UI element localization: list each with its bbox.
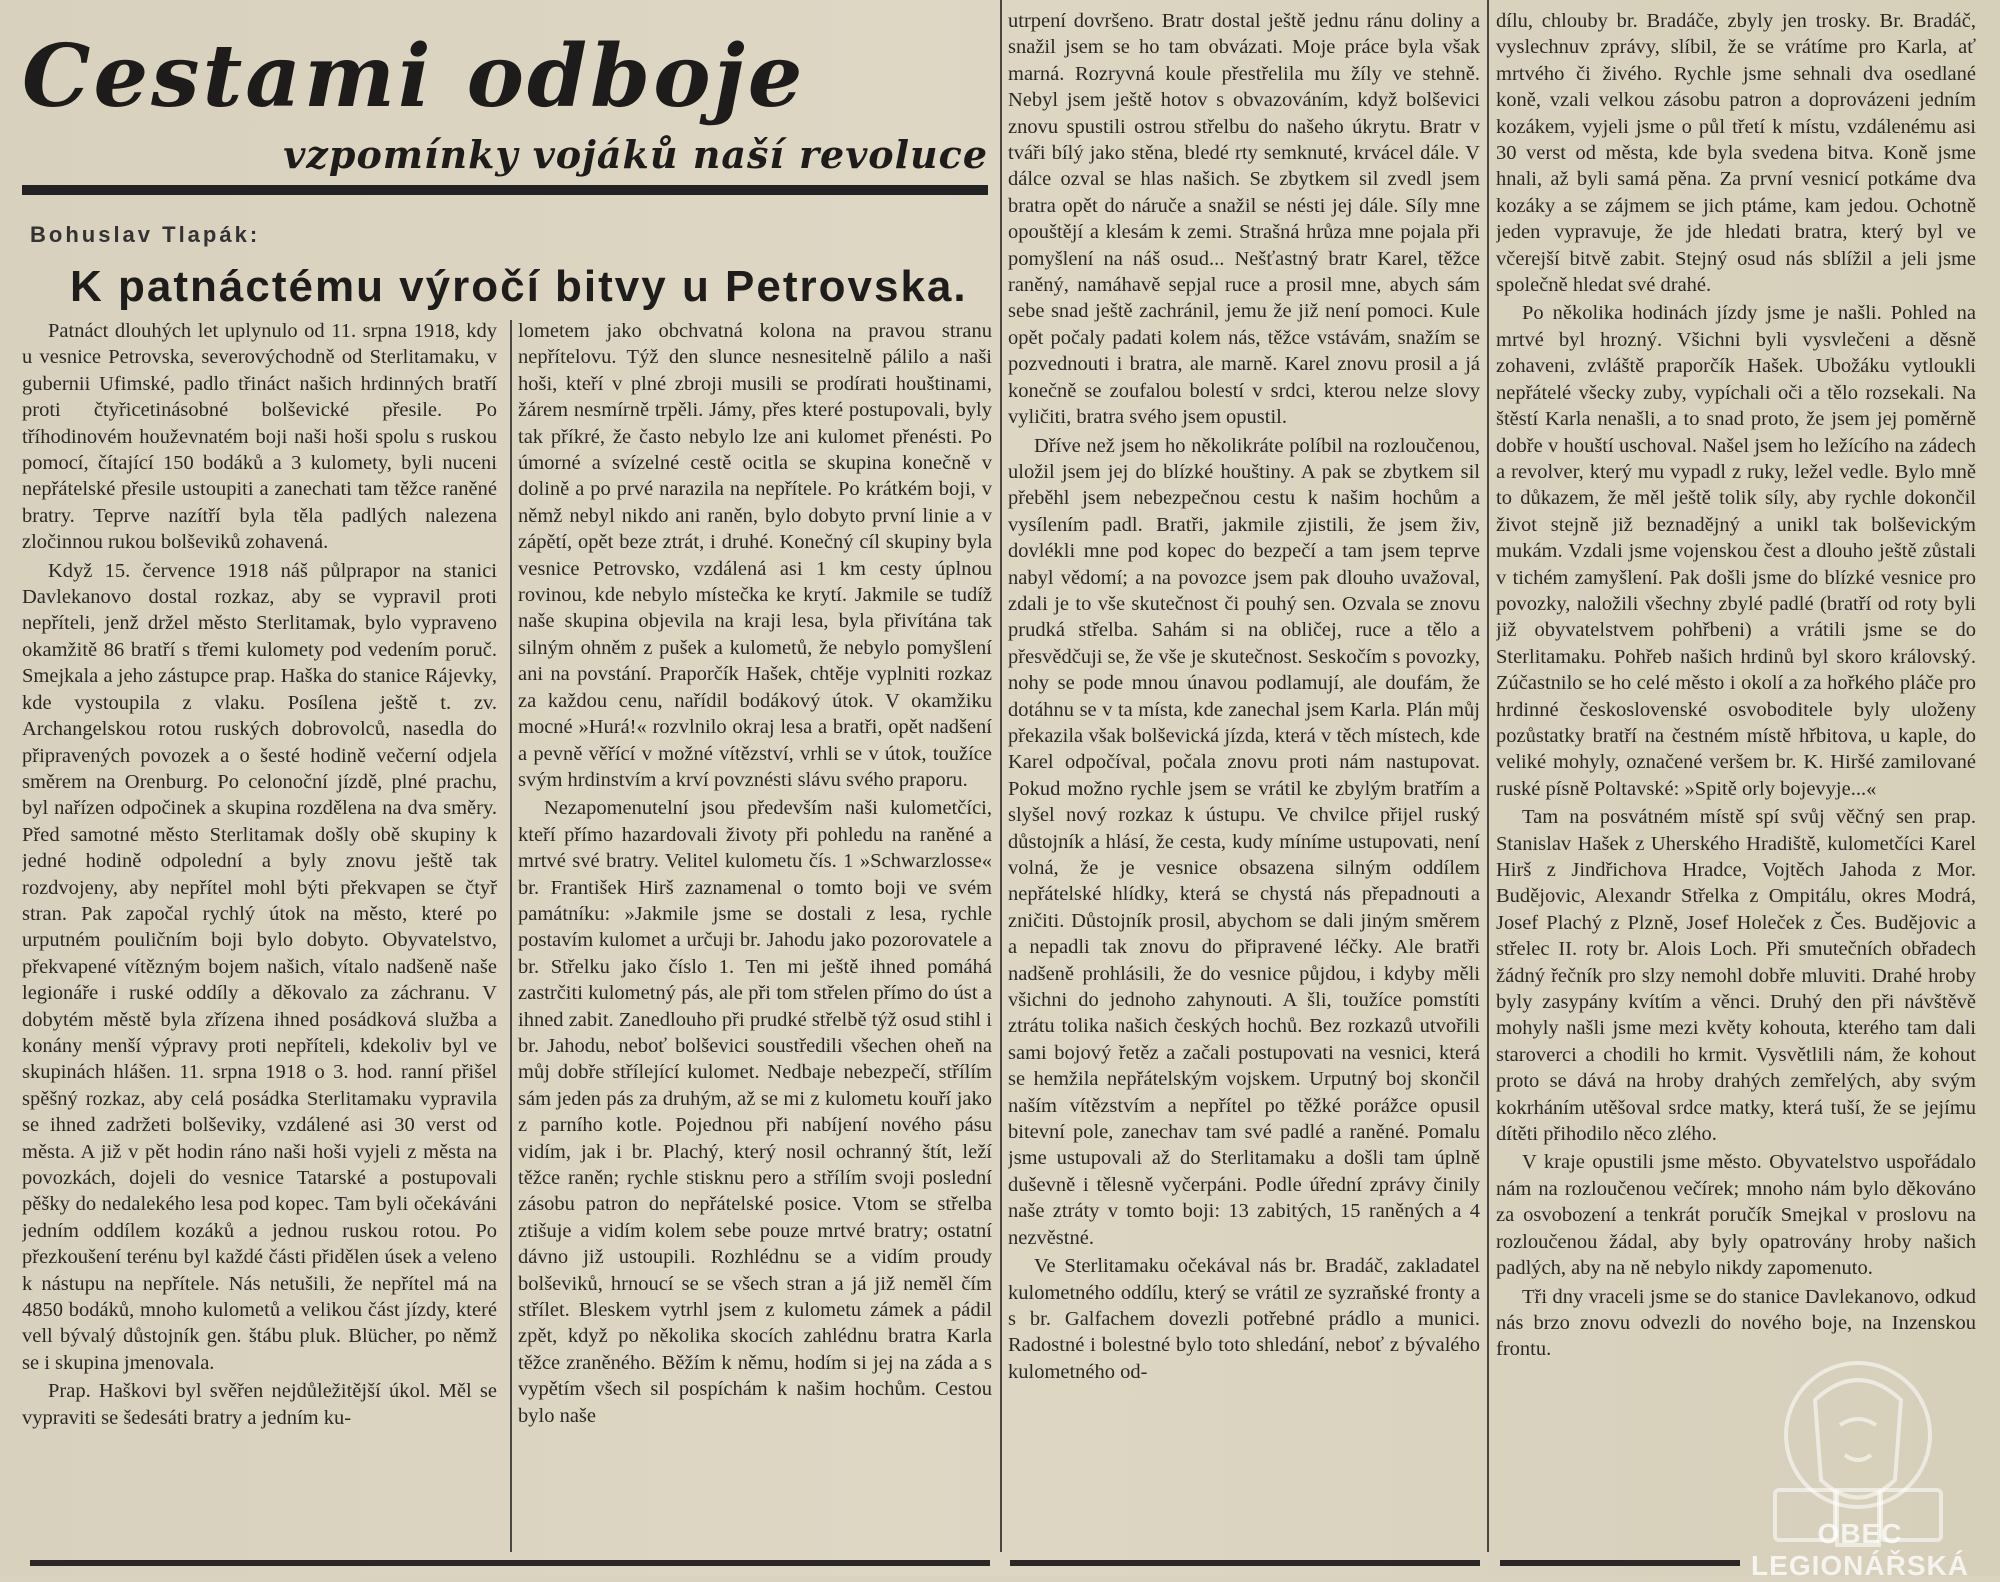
series-subtitle: vzpomínky vojáků naší revoluce <box>283 132 988 177</box>
article-headline: K patnáctému výročí bitvy u Petrovska. <box>70 262 968 311</box>
author-byline: Bohuslav Tlapák: <box>30 222 261 247</box>
article-paragraph: Patnáct dlouhých let uplynulo od 11. srpna 1918, kdy u vesnice Petrovska, severovýchodně od Sterlitamaku, v gubernii Ufimské, padlo třináct našich hrdinných bratří proti čtyřicetinásobné bolševické přesile. Po tříhodinovém houževnatém boji naši hoši spolu s ruskou pomocí, čítající 150 bodáků a 3 kulomety, byli nuceni nepřátelské přesile ustoupiti a zanechati tam těžce raněné bratry. Teprve nazítří byla těla padlých nalezena zločinnou rukou bolševiků zohavená. <box>22 320 497 554</box>
article-paragraph: Dříve než jsem ho několikráte políbil na rozloučenou, uložil jsem jej do blízké houštiny. A pak se zbytkem sil přeběhl jsem nebezpečnou cestu k našim hochům a vysílením padl. Bratři, jakmile zjistili, že jsem živ, dovlékli mne pod kopec do bezpečí a tam jsem teprve nabyl vědomí; a na povozce jsem pak dlouho uvažoval, zdali je to vše skutečnost či pouhý sen. Ozvala se znovu prudká střelba. Sahám si na obličej, ruce a tělo a přesvědčuji se, že vše je skutečnost. Seskočím s povozky, nohy se pode mnou únavou podlamují, ale doufám, že dotáhnu se v ta místa, kde zanechal jsem Karla. Plán můj překazila však bolševická jízda, která v těch místech, kde Karel odpočíval, počala znovu proti nám nastupovat. Pokud možno rychle jsem se vrátil ke zbylým bratřím a slyšel nový rozkaz k ústupu. Ve chvilce přijel ruský důstojník a hlásí, že cesta, kudy míníme ustupovati, není volná, že je vesnice obsazena silným oddílem nepřátelské hlídky, která se chystá nás přepadnouti a zničiti. Důstojník prosil, abychom se dali jiným směrem a nepadli tak znovu do připravené léčky. Ale bratři nadšeně prohlásili, že do vesnice půjdou, i kdyby měli všichni do jednoho zahynouti. A šli, toužíce pomstíti ztrátu tolika našich českých hochů. Bez rozkazů utvořili sami bojový řetěz a začali postupovati na vesnici, která se hemžila nepřátelským vojskem. Urputný boj skončil naším vítězstvím a nepřítel po těžké porážce opusil bitevní pole, zanechav tam své padlé a raněné. Pomalu jsme ustupovali až do Sterlitamaku a došli tam úplně duševně i tělesně vyčerpáni. Podle úřední zprávy činily naše ztráty v tomto boji: 13 zabitých, 15 raněných a 4 nezvěstné. <box>1008 434 1480 1249</box>
article-paragraph: Tam na posvátném místě spí svůj věčný sen prap. Stanislav Hašek z Uherského Hradiště, kulometčíci Karel Hirš z Jindřichova Hradce, Vojtěch Jahoda z Mor. Budějovic, Alexandr Střelka z Ompitálu, okres Modrá, Josef Plachý z Plzně, Josef Holeček z Čes. Budějovic a střelec II. roty br. Alois Loch. Při smutečních obřadech žádný řečník pro slzy nemohl dobře mluviti. Drahé hroby byly zasypány kvítím a věnci. Druhý den při návštěvě mohyly našli jsme mezi květy kohouta, kterého tam dali staroverci a chodili ho krmit. Vysvětlili nám, že kohout proto se dává na hroby drahých zemřelých, aby svým kokrháním utěšoval srdce matky, která tuší, že se jejímu dítěti přihodilo něco zlého. <box>1496 806 1976 1146</box>
article-column-3 <box>1008 8 1480 1550</box>
article-paragraph: Tři dny vraceli jsme se do stanice Davlekanovo, odkud nás brzo znovu odvezli do nového boje, na Inzenskou frontu. <box>1496 1285 1976 1361</box>
article-paragraph: Když 15. července 1918 náš půlprapor na stanici Davlekanovo dostal rozkaz, aby se vypravil proti nepříteli, jenž držel město Sterlitamak, bylo vypraveno okamžitě 86 bratří s třemi kulomety pod vedením poruč. Smejkala a jeho zástupce prap. Haška do stanice Rájevky, kde vystoupila z vlaku. Posílena ještě t. zv. Archangelskou rotou ruských dobrovolců, nasedla do připravených povozek a o šesté hodině večerní odjela směrem na Orenburg. Po celonoční jízdě, plné prachu, byl nařízen odpočinek a skupina rozdělena na dva směry. Před samotné město Sterlitamak došly obě skupiny k jedné hodině odpolední a byly znovu ještě tak rozdvojeny, aby nepřítel mohl býti překvapen se čtyř stran. Pak započal rychlý útok na město, které po urputném pouličním boji bylo dobyto. Obyvatelstvo, překvapené vítězným bojem našich, vítalo nadšeně naše legionáře i ruské oddíly a děkovalo za záchranu. V dobytém městě byla zřízena ihned posádková služba a konány menší výpravy proti nepříteli, kdekoliv byl ve skupinách hlášen. 11. srpna 1918 o 3. hod. ranní přišel spěšný rozkaz, aby celá posádka Sterlitamaku vypravila se ihned zadržeti bolševiky, vzdálené asi 30 verst od města. A již v pět hodin ráno naši hoši vyjeli z města na povozkách, dojeli do vesnice Tatarské a postupovali pěšky do nedalekého lesa pod kopec. Tam byli očekáváni jedním oddílem kozáků a jednou ruskou rotou. Po přezkoušení terénu byl každé části přidělen úsek a veleno k nástupu na nepřítele. Nás netušili, že nepřítel má na 4850 bodáků, mnoho kulometů a velikou část jízdy, které vell bývalý důstojník gen. štábu pluk. Blücher, po němž se i skupina jmenovala. <box>22 559 497 1374</box>
column-divider-3 <box>1487 0 1489 1552</box>
series-title: Cestami odboje <box>22 26 806 127</box>
article-paragraph: utrpení dovršeno. Bratr dostal ještě jednu ránu doliny a snažil jsem se ho tam obvázati. Moje práce byla však marná. Rozryvná koule přestřelila mu žíly ve stehně. Nebyl jsem ještě hotov s obvazováním, když bolševici znovu spustili ostrou střelbu do našeho úkrytu. Bratr v tváři bílý jako stěna, bledé rty semknuté, krvácel dále. V dálce ozval se hlas našich. Se zbytkem sil zvedl jsem bratra opět do náruče a snažil se nésti jej dále. Síly mne opouštějí a klesám k zemi. Strašná hrůza mne pojala při pomyšlení na náš osud... Nešťastný bratr Karel, těžce raněný, namáhavě sepjal ruce a prosil mne, abych sám sebe snad ještě zachránil, jemu že již není pomoci. Kule opět počaly padati kolem nás, těžce vstávám, snažím se pozvednouti i bratra, ale marně. Karel znovu prosil a já konečně se zoufalou bolestí v srdci, kterou nelze slovy vyličiti, bratra svého jsem opustil. <box>1008 10 1480 429</box>
masthead <box>22 20 988 195</box>
article-column-4 <box>1496 8 1976 1550</box>
article-column-1 <box>22 318 497 1548</box>
article-paragraph: V kraje opustili jsme město. Obyvatelstvo uspořádalo nám na rozloučenou večírek; mnoho nám bylo děkováno za osvobození a tenkrát poručík Smejkal v proslovu na rozloučenou žádal, aby byly opatrovány hroby našich padlých, aby na ně nebylo nikdy zapomenuto. <box>1496 1151 1976 1280</box>
article-paragraph: Prap. Haškovi byl svěřen nejdůležitější úkol. Měl se vypraviti se šedesáti bratry a jedním ku- <box>22 1380 497 1429</box>
article-paragraph: Po několika hodinách jízdy jsme je našli. Pohled na mrtvé byl hrozný. Všichni byli vysvlečeni a děsně zohaveni, zvláště praporčík Hašek. Ubožáku vytloukli nepřátelé všecky zuby, vypíchali oči a tělo rozsekali. Na štěstí Karla nenašli, a to snad proto, že jsem jej poměrně dobře v houští uschoval. Našel jsem ho ležícího na zádech a revolver, který mu vypadl z ruky, ležel vedle. Bylo mně to důkazem, že měl ještě tolik síly, aby rychle dokončil život stejně již beznadějný a unikl tak bolševickým mukám. Vzdali jsme vojenskou čest a dlouho ještě zůstali v tichém zamyšlení. Pak došli jsme do blízké vesnice pro povozky, naložili všechny zbylé padlé (bratří od roty byli již obyvatelstvem pohřbeni) a vrátili jsme se do Sterlitamaku. Pohřeb našich hrdinů byl skoro královský. Zúčastnilo se ho celé město i okolí a za hořkého pláče pro hrdinné československé osvoboditele byly uloženy pozůstatky bratří na čestném místě hřbitova, u kaple, do veliké mohyly, označené veršem br. K. Hiršé zamilované ruské písně Poltavské: »Spitě orly bojevyje...« <box>1496 302 1976 800</box>
column-divider-2 <box>1000 0 1002 1552</box>
article-paragraph: lometem jako obchvatná kolona na pravou stranu nepřítelovu. Týž den slunce nesnesitelně pálilo a naši hoši, kteří v plné zbroji musili se prodírati houštinami, žárem nesmírně trpěli. Jámy, přes které postupovali, byly tak příkré, že často nebylo lze ani kulomet přenésti. Po úmorné a svízelné cestě ocitla se skupina konečně v dolině a po prvé narazila na nepřítele. Po krátkém boji, v němž nebyl nikdo ani raněn, bylo dobyto první linie a v zápětí, opět beze ztrát, i druhé. Konečný cíl skupiny byla vesnice Petrovsko, vzdálená asi 1 km cesty úplnou rovinou, kde nebylo místečka ke krytí. Jakmile se tudíž naše skupina objevila na kraji lesa, byla přivítána tak silným ohněm z pušek a kulometů, že nebylo pomyšlení ani na povstání. Praporčík Hašek, chtěje vyplniti rozkaz za každou cenu, nařídil bodákový útok. V okamžiku mocné »Hurá!« rozvlnilo okraj lesa a bratři, opět nadšení a pevně věřící v možné vítězství, vrhli se v útok, toužíce svým hrdinstvím a krví povznésti slávu svého praporu. <box>518 320 992 791</box>
column-divider-1 <box>510 320 512 1552</box>
article-paragraph: dílu, chlouby br. Bradáče, zbyly jen trosky. Br. Bradáč, vyslechnuv zprávy, slíbil, že se vrátíme pro Karla, ať mrtvého či živého. Rychle jsme sehnali dva osedlané koně, vzali velkou zásobu patron a doprovázeni jedním kozákem, vyjeli jsme o půl třetí k místu, vzdálenému asi 30 verst od města, kde byla svedena bitva. Koně jsme hnali, až byli samá pěna. Za první vesnicí potkáme dva kozáky a se zájmem se jich ptáme, kam jedou. Ochotně jeden vypravuje, že jde hledati bratra, který byl ve včerejší bitvě zabit. Stejný osud nás sblížil a jeli jsme společně hledat své drahé. <box>1496 10 1976 297</box>
article-paragraph: Ve Sterlitamaku očekával nás br. Bradáč, zakladatel kulometného oddílu, který se vrátil ze syzraňské fronty a s br. Galfachem dovezli potřebné prádlo a munici. Radostné i bolestné bylo toto shledání, neboť z bývalého kulometného od- <box>1008 1255 1480 1383</box>
legion-stamp-caption: OBEC LEGIONÁŘSKÁ <box>1751 1518 1969 1581</box>
footer-rule-middle <box>1010 1560 1480 1566</box>
article-column-2 <box>518 318 992 1548</box>
footer-rule-left <box>30 1560 990 1566</box>
masthead-rule <box>22 185 988 195</box>
footer-rule-right <box>1500 1560 1740 1566</box>
article-paragraph: Nezapomenutelní jsou především naši kulometčíci, kteří přímo hazardovali životy při pohledu na raněné a mrtvé své bratry. Velitel kulometu čís. 1 »Schwarzlosse« br. František Hirš zaznamenal o tomto boji ve svém památníku: »Jakmile jsme se dostali z lesa, rychle postavím kulomet a určuji br. Jahodu jako pozorovatele a br. Střelku jako číslo 1. Ten mi ještě ihned pomáhá zastrčiti kulometný pás, ale při tom střelen přímo do úst a ihned zabit. Zanedlouho při prudké střelbě týž osud stihl i br. Jahodu, neboť bolševici soustředili všechen oheň na můj dobře střílející kulomet. Nedbaje nebezpečí, střílím sám jeden pás za druhým, až se mi z kulometu kouří jako z parního kotle. Pojednou při nabíjení nového pásu vidím, jak i br. Plachý, který nosil ochranný štít, leží těžce raněn; rychle stisknu pero a střílím svoji poslední zásobu patron do nepřátelské posice. Vtom se střelba ztišuje a vidím kolem sebe pouze mrtvé bratry; ostatní dávno již ustoupili. Rozhlédnu se a vidím proudy bolševiků, hrnoucí se se všech stran a já již neměl čím střílet. Bleskem vytrhl jsem z kulometu zámek a pádil zpět, když po několika skocích zahlédnu bratra Karla těžce zraněného. Běžím k němu, hodím si jej na záda a s vypětím všech sil pospíchám k našim hochům. Cestou bylo naše <box>518 797 992 1427</box>
